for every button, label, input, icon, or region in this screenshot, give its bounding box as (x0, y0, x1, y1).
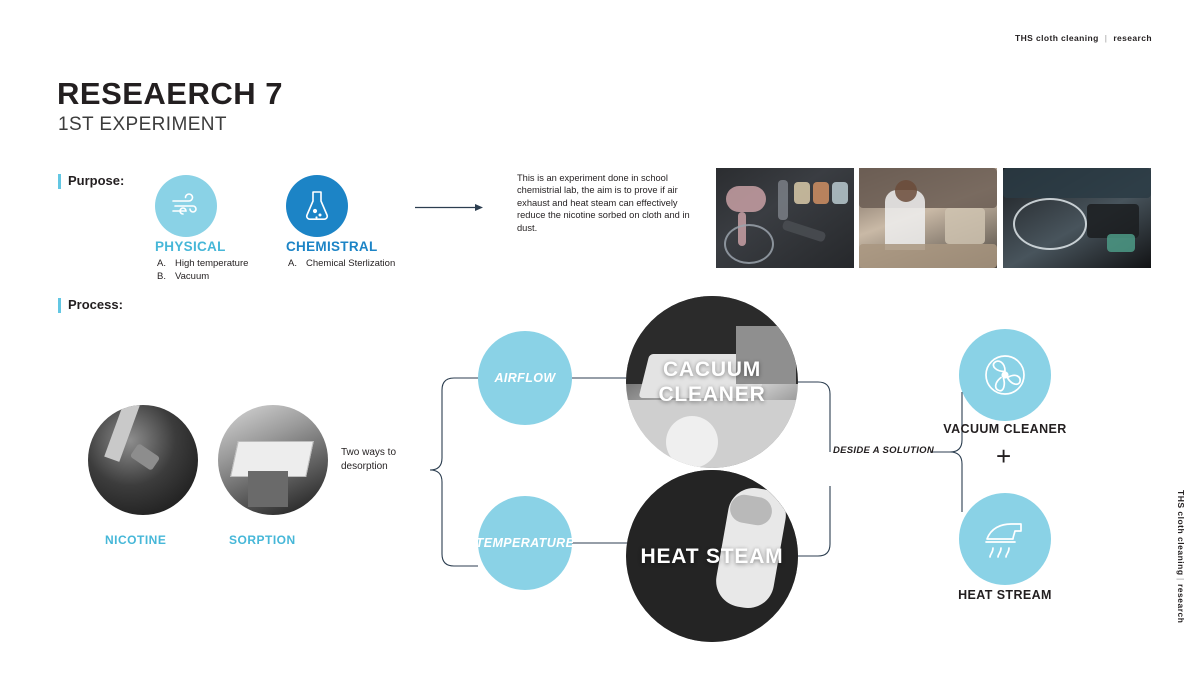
equipment-photo (1003, 168, 1151, 268)
item-text: High temperature (175, 258, 249, 269)
heat-steam-photo-node[interactable] (626, 470, 798, 642)
page-title: RESEAERCH 7 (57, 76, 283, 111)
nicotine-caption: NICOTINE (105, 533, 167, 547)
list-item (288, 257, 395, 270)
heat-node-label: HEAT STEAM (640, 544, 784, 568)
header-brand (1015, 33, 1152, 43)
vacuum-node-label: CACUUM CLEANER (658, 358, 766, 406)
flask-bubbles-icon (302, 189, 332, 223)
vacuum-result-caption: VACUUM CLEANER (943, 422, 1067, 436)
chemical-items (288, 257, 395, 270)
decision-label: DESIDE A SOLUTION (833, 445, 934, 456)
process-section-label: Process: (58, 297, 123, 313)
item-key: A. (288, 258, 297, 269)
list-item (157, 270, 248, 283)
wind-icon (169, 193, 203, 219)
iron-steam-icon (979, 515, 1031, 563)
physical-icon-circle (155, 175, 217, 237)
physical-items (157, 257, 248, 283)
item-text: Vacuum (175, 271, 210, 282)
nicotine-photo (88, 405, 198, 515)
side-tab (1176, 490, 1186, 623)
heat-result-caption: HEAT STREAM (958, 588, 1052, 602)
fan-icon (980, 350, 1030, 400)
item-key: A. (157, 258, 166, 269)
item-key: B. (157, 271, 166, 282)
purpose-section-label: Purpose: (58, 173, 124, 189)
temperature-node[interactable] (475, 496, 575, 590)
side-tab-section: research (1176, 583, 1186, 624)
header-separator: | (1104, 33, 1108, 43)
two-ways-label: Two ways to desorption (341, 447, 397, 472)
sorption-caption: SORPTION (229, 533, 296, 547)
list-item (157, 257, 248, 270)
experiment-description: This is an experiment done in school chemistrial lab, the aim is to prove if air exhaust and heat steam can effectively reduce the nicotine sorbed on cloth and in dust. (517, 173, 690, 233)
physical-caption: PHYSICAL (155, 239, 226, 254)
chemical-icon-circle (286, 175, 348, 237)
airflow-label: AIRFLOW (494, 371, 556, 385)
header-section-name: research (1113, 33, 1152, 43)
heat-result-icon-circle (959, 493, 1051, 585)
side-tab-separator: | (1176, 578, 1186, 582)
temperature-label: TEMPERATURE (475, 536, 575, 550)
header-brand-name: THS cloth cleaning (1015, 33, 1099, 43)
side-tab-brand: THS cloth cleaning (1176, 490, 1186, 576)
item-text: Chemical Sterlization (306, 258, 396, 269)
page-subtitle: 1ST EXPERIMENT (58, 114, 227, 135)
vacuum-cleaner-photo-node[interactable] (626, 296, 798, 468)
researcher-photo (859, 168, 997, 268)
sorption-photo (218, 405, 328, 515)
chemical-caption: CHEMISTRAL (286, 239, 378, 254)
arrow-right-icon (415, 203, 483, 212)
plus-sign: + (996, 441, 1012, 471)
airflow-node[interactable] (478, 331, 572, 425)
vacuum-result-icon-circle (959, 329, 1051, 421)
lab-tools-photo (716, 168, 854, 268)
